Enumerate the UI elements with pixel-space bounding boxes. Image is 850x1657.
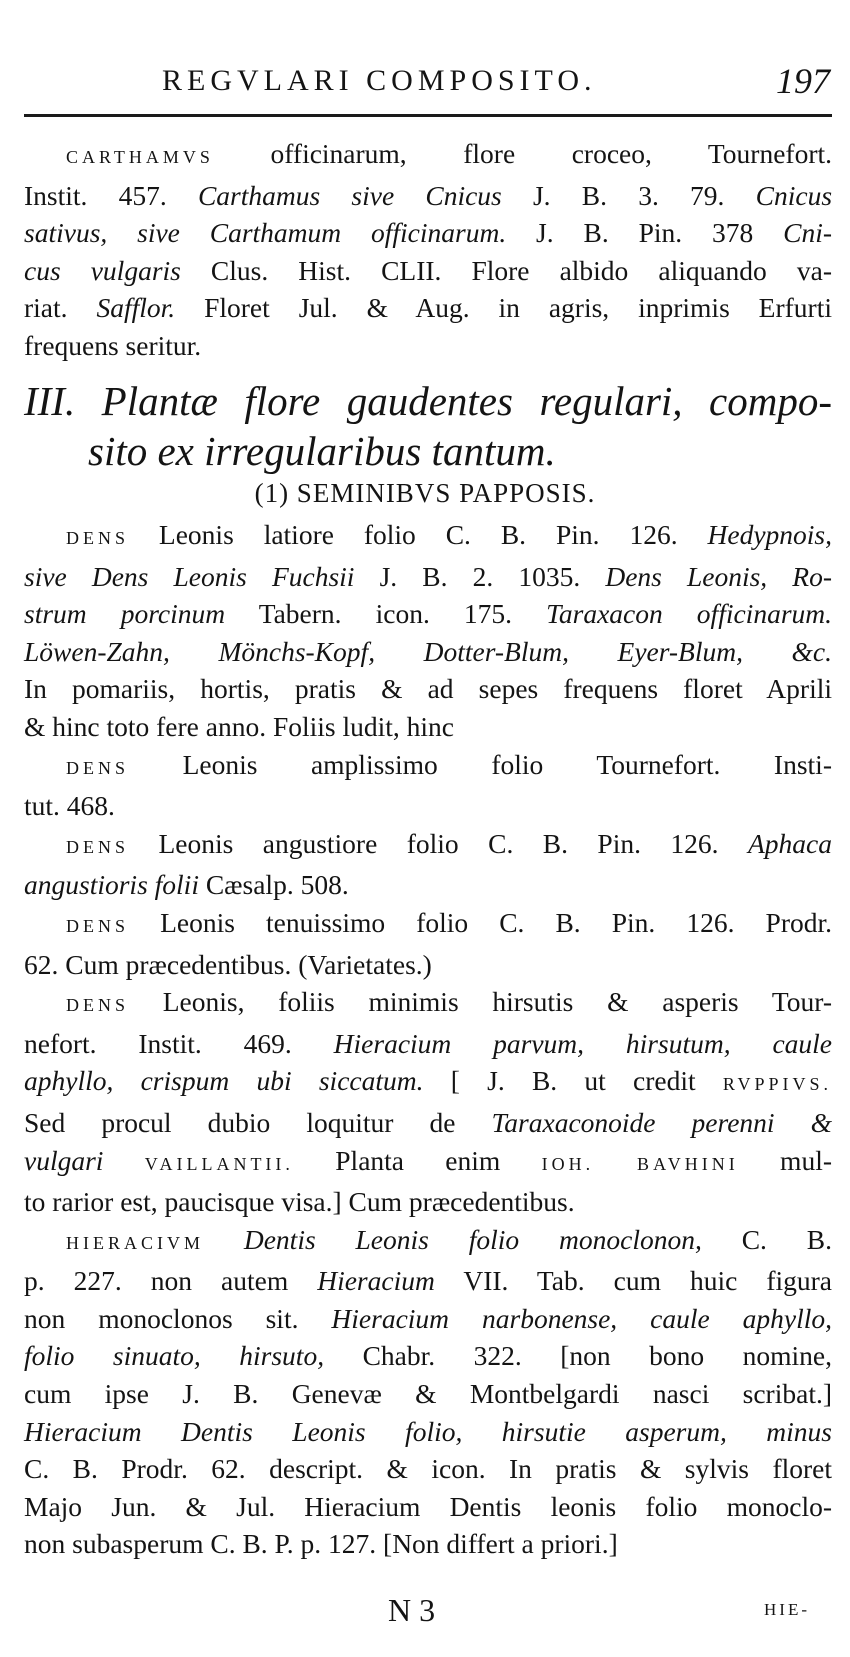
catchword: HIE- bbox=[764, 1600, 810, 1619]
running-title: REGVLARI COMPOSITO. bbox=[162, 64, 597, 97]
entries-section bbox=[24, 516, 832, 1563]
text-run: VII. Tab. cum huic figura bbox=[434, 1265, 832, 1297]
italic-run: Löwen-Zahn, Mönchs-Kopf, Dotter-Blum, Eyer-Blum, &c. bbox=[24, 635, 832, 667]
small-caps-run: IOH. BAVHINI bbox=[541, 1153, 739, 1174]
entry bbox=[24, 135, 832, 365]
italic-run: Hieracium Dentis Leonis folio, hirsutie asperum, minus bbox=[24, 1415, 832, 1447]
text-line bbox=[24, 135, 832, 177]
entry bbox=[24, 1221, 832, 1563]
entry bbox=[24, 983, 832, 1221]
text-line bbox=[24, 595, 832, 633]
text-run: Sed procul dubio loquitur de bbox=[24, 1106, 492, 1138]
text-line bbox=[24, 633, 832, 671]
text-line bbox=[24, 327, 832, 365]
text-run: [ J. B. ut credit bbox=[423, 1065, 723, 1097]
text-run bbox=[103, 1145, 144, 1176]
text-line bbox=[24, 1025, 832, 1063]
text-run: non subasperum C. B. P. p. 127. [Non differt a priori.] bbox=[24, 1528, 618, 1560]
entry bbox=[24, 904, 832, 983]
italic-run: Hieracium narbonense, caule aphyllo, bbox=[331, 1302, 833, 1334]
entry bbox=[24, 516, 832, 746]
text-run: officinarum, flore croceo, Tournefort. bbox=[213, 138, 832, 169]
text-run: Leonis, foliis minimis hirsutis & asperis Tour- bbox=[129, 986, 832, 1018]
italic-run: Cni- bbox=[783, 217, 832, 249]
text-run: Cæsalp. 508. bbox=[198, 869, 349, 901]
text-line bbox=[24, 1142, 832, 1184]
italic-run: strum porcinum bbox=[24, 598, 226, 630]
text-run: mul- bbox=[738, 1144, 832, 1176]
text-line bbox=[24, 825, 832, 867]
small-caps-run: VAILLANTII. bbox=[144, 1153, 294, 1174]
text-run: Majo Jun. & Jul. Hieracium Dentis leonis folio monoclo- bbox=[24, 1490, 832, 1522]
italic-run: vulgari bbox=[24, 1144, 104, 1176]
text-line bbox=[24, 670, 832, 708]
text-run: Leonis amplissimo folio Tournefort. Insti- bbox=[129, 748, 832, 780]
italic-run: Hedypnois, bbox=[707, 519, 832, 550]
text-run: In pomariis, hortis, pratis & ad sepes frequens floret Aprili bbox=[24, 673, 832, 705]
small-caps-run: DENS bbox=[66, 757, 130, 778]
text-run: Leonis tenuissimo folio C. B. Pin. 126. Prodr. bbox=[129, 906, 832, 938]
text-run: Leonis angustiore folio C. B. Pin. 126. bbox=[129, 827, 748, 859]
text-run: Tabern. icon. 175. bbox=[225, 598, 547, 630]
italic-run: Carthamus sive Cnicus bbox=[197, 179, 502, 211]
italic-run: Taraxacon officinarum. bbox=[546, 598, 833, 630]
text-run: C. B. bbox=[701, 1223, 832, 1255]
small-caps-run: DENS bbox=[66, 836, 130, 857]
small-caps-run: DENS bbox=[66, 915, 130, 936]
page-number: 197 bbox=[776, 61, 830, 101]
small-caps-run: CARTHAMVS bbox=[66, 147, 214, 167]
text-line bbox=[24, 177, 832, 215]
text-line bbox=[24, 1062, 832, 1104]
text-run: Chabr. 322. [non bono nomine, bbox=[324, 1340, 832, 1372]
text-run: 62. Cum præcedentibus. (Varietates.) bbox=[24, 948, 432, 980]
italic-run: cus vulgaris bbox=[24, 254, 181, 286]
small-caps-run: DENS bbox=[66, 995, 130, 1016]
text-line bbox=[24, 1413, 832, 1451]
text-line bbox=[24, 1262, 832, 1300]
section-subheading: (1) SEMINIBVS PAPPOSIS. bbox=[254, 478, 596, 508]
text-run bbox=[204, 1224, 244, 1255]
text-run: Leonis latiore folio C. B. Pin. 126. bbox=[129, 519, 708, 550]
small-caps-run: DENS bbox=[66, 528, 130, 548]
section-heading-line: sito ex irregularibus tantum. bbox=[88, 428, 556, 474]
italic-run: aphyllo, crispum ubi siccatum. bbox=[24, 1065, 424, 1097]
entry bbox=[24, 746, 832, 825]
signature-mark: N 3 bbox=[388, 1592, 436, 1628]
text-line bbox=[24, 708, 832, 746]
text-line bbox=[24, 558, 832, 596]
text-line bbox=[24, 516, 832, 558]
text-run: Clus. Hist. CLII. Flore albido aliquando va- bbox=[180, 254, 832, 286]
text-line bbox=[24, 1221, 832, 1263]
section-heading-line: III. Plantæ flore gaudentes regulari, compo- bbox=[24, 378, 832, 424]
text-run: non monoclonos sit. bbox=[24, 1302, 332, 1334]
text-run: Floret Jul. & Aug. in agris, inprimis Erfurti bbox=[175, 292, 832, 324]
text-line bbox=[24, 1300, 832, 1338]
italic-run: Hieracium parvum, hirsutum, caule bbox=[333, 1027, 832, 1059]
text-run: nefort. Instit. 469. bbox=[24, 1027, 334, 1059]
italic-run: Aphaca bbox=[747, 827, 832, 859]
text-line bbox=[24, 1337, 832, 1375]
italic-run: Safflor. bbox=[96, 292, 176, 324]
text-line bbox=[24, 904, 832, 946]
small-caps-run: RVPPIVS. bbox=[722, 1074, 832, 1095]
text-run: p. 227. non autem bbox=[24, 1265, 318, 1297]
text-run: Instit. 457. bbox=[24, 179, 198, 211]
text-line bbox=[24, 1450, 832, 1488]
text-run: riat. bbox=[24, 292, 97, 324]
text-line bbox=[24, 289, 832, 327]
italic-run: angustioris folii bbox=[24, 869, 199, 901]
italic-run: folio sinuato, hirsuto, bbox=[24, 1340, 325, 1372]
italic-run: sativus, sive Carthamum officinarum. bbox=[24, 217, 507, 249]
text-line bbox=[24, 1375, 832, 1413]
text-run: cum ipse J. B. Genevæ & Montbelgardi nasci scribat.] bbox=[24, 1378, 832, 1410]
text-run: C. B. Prodr. 62. descript. & icon. In pratis & sylvis floret bbox=[24, 1453, 832, 1485]
text-line bbox=[24, 1104, 832, 1142]
text-line bbox=[24, 252, 832, 290]
italic-run: Dentis Leonis folio monoclonon, bbox=[243, 1223, 702, 1255]
text-line bbox=[24, 1488, 832, 1526]
text-line bbox=[24, 1525, 832, 1563]
text-run: J. B. 2. 1035. bbox=[354, 560, 606, 592]
text-run: to rarior est, paucisque visa.] Cum præcedentibus. bbox=[24, 1186, 575, 1218]
entry bbox=[24, 825, 832, 904]
text-line bbox=[24, 983, 832, 1025]
text-line bbox=[24, 866, 832, 904]
small-caps-run: HIERACIVM bbox=[66, 1232, 204, 1253]
italic-run: Dens Leonis, Ro- bbox=[605, 560, 832, 592]
text-run: frequens seritur. bbox=[24, 329, 202, 361]
text-run: J. B. 3. 79. bbox=[501, 179, 756, 211]
text-run: J. B. Pin. 378 bbox=[506, 217, 784, 249]
text-run: Planta enim bbox=[293, 1144, 542, 1176]
text-line bbox=[24, 1183, 832, 1221]
italic-run: Hieracium bbox=[317, 1265, 435, 1297]
italic-run: Taraxaconoide perenni & bbox=[491, 1106, 832, 1138]
section-heading bbox=[24, 376, 832, 476]
entries-top bbox=[24, 135, 832, 365]
text-run: tut. 468. bbox=[24, 790, 115, 822]
text-run: & hinc toto fere anno. Foliis ludit, hinc bbox=[24, 710, 455, 742]
italic-run: Cnicus bbox=[755, 179, 833, 211]
text-line bbox=[24, 746, 832, 788]
text-line bbox=[24, 946, 832, 984]
text-line bbox=[24, 787, 832, 825]
italic-run: sive Dens Leonis Fuchsii bbox=[24, 560, 355, 592]
running-head bbox=[24, 52, 832, 117]
text-line bbox=[24, 214, 832, 252]
